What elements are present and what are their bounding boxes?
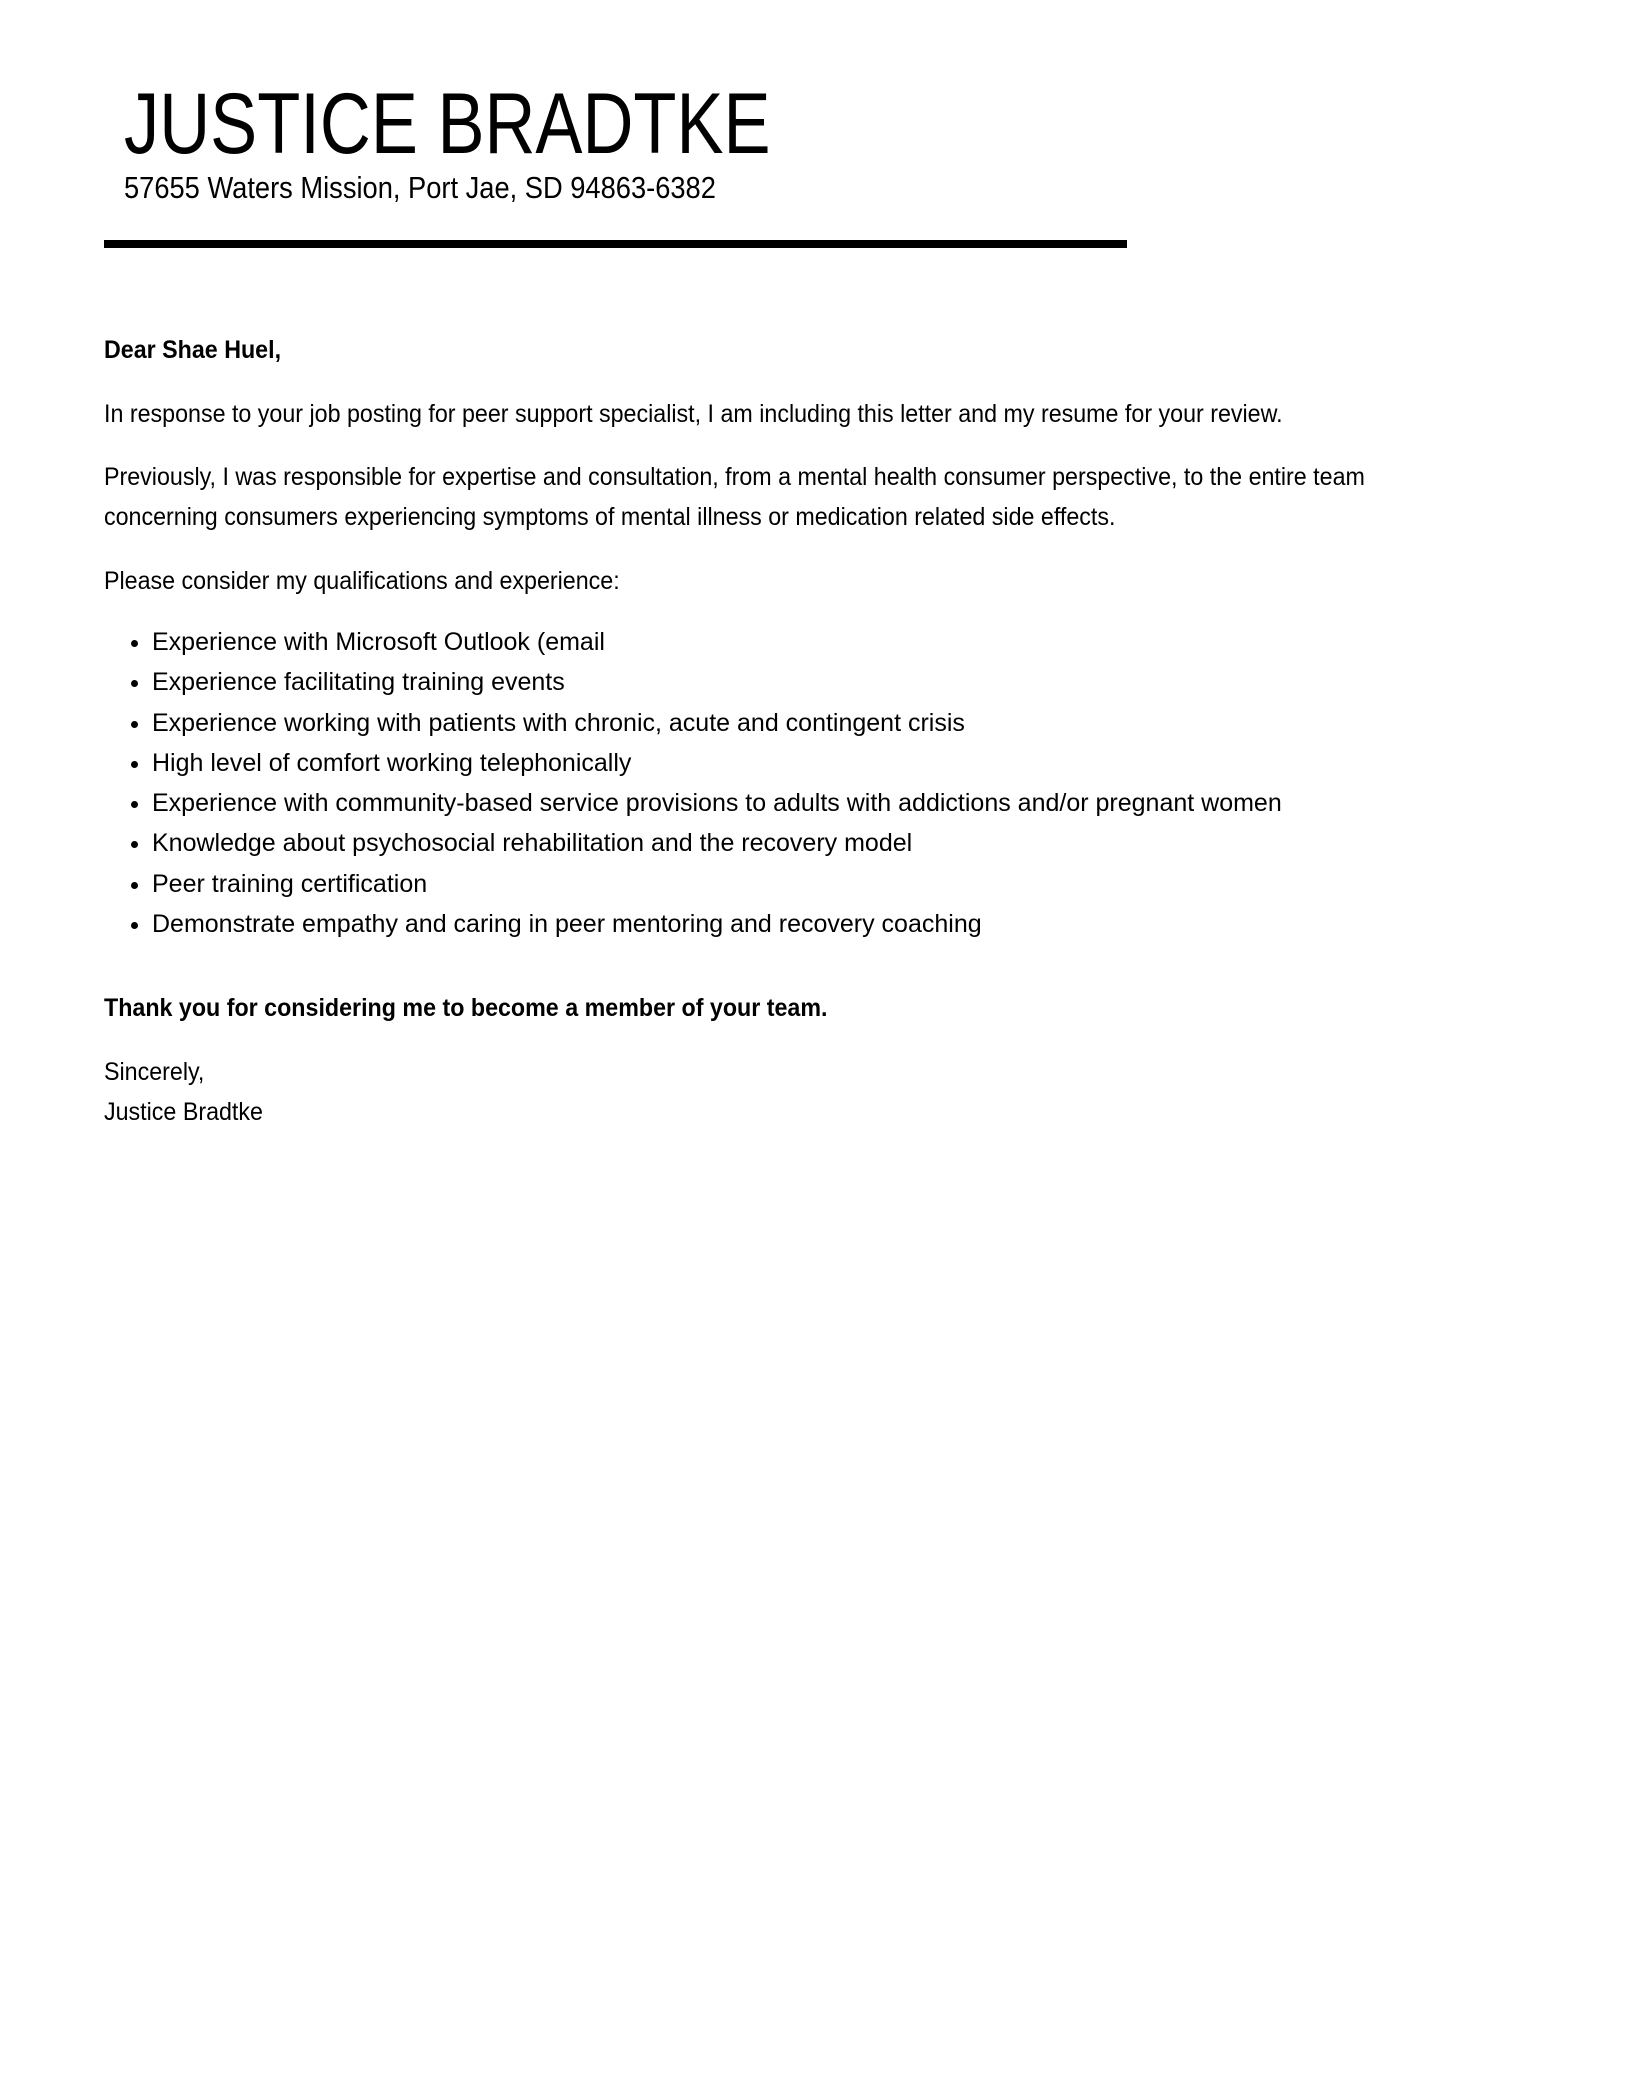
- list-item: • Experience facilitating training events: [152, 662, 1282, 702]
- list-item: • Experience with community-based service provisions to adults with addictions and/or pregnant women: [152, 783, 1282, 823]
- list-item: • Knowledge about psychosocial rehabilitation and the recovery model: [152, 823, 1282, 863]
- list-item: • Peer training certification: [152, 864, 1282, 904]
- applicant-name: JUSTICE BRADTKE: [124, 76, 771, 172]
- header-divider: [104, 240, 1127, 248]
- qualifications-intro: Please consider my qualifications and experience:: [104, 567, 620, 595]
- list-item: • Experience with Microsoft Outlook (email: [152, 622, 1282, 662]
- applicant-address: 57655 Waters Mission, Port Jae, SD 94863-6382: [124, 170, 716, 205]
- list-item: • Demonstrate empathy and caring in peer mentoring and recovery coaching: [152, 904, 1282, 944]
- qualifications-list: [104, 622, 1282, 944]
- salutation: Dear Shae Huel,: [104, 336, 282, 364]
- signoff: Sincerely,: [104, 1058, 205, 1086]
- experience-paragraph-line-2: concerning consumers experiencing symptoms of mental illness or medication related side effects.: [104, 503, 1116, 531]
- intro-paragraph: In response to your job posting for peer support specialist, I am including this letter and my resume for your review.: [104, 400, 1283, 428]
- closing-line: Thank you for considering me to become a member of your team.: [104, 994, 828, 1022]
- list-item: • Experience working with patients with chronic, acute and contingent crisis: [152, 703, 1282, 743]
- experience-paragraph-line-1: Previously, I was responsible for expertise and consultation, from a mental health consumer perspective, to the entire team: [104, 463, 1365, 491]
- signature: Justice Bradtke: [104, 1098, 263, 1126]
- list-item: • High level of comfort working telephonically: [152, 743, 1282, 783]
